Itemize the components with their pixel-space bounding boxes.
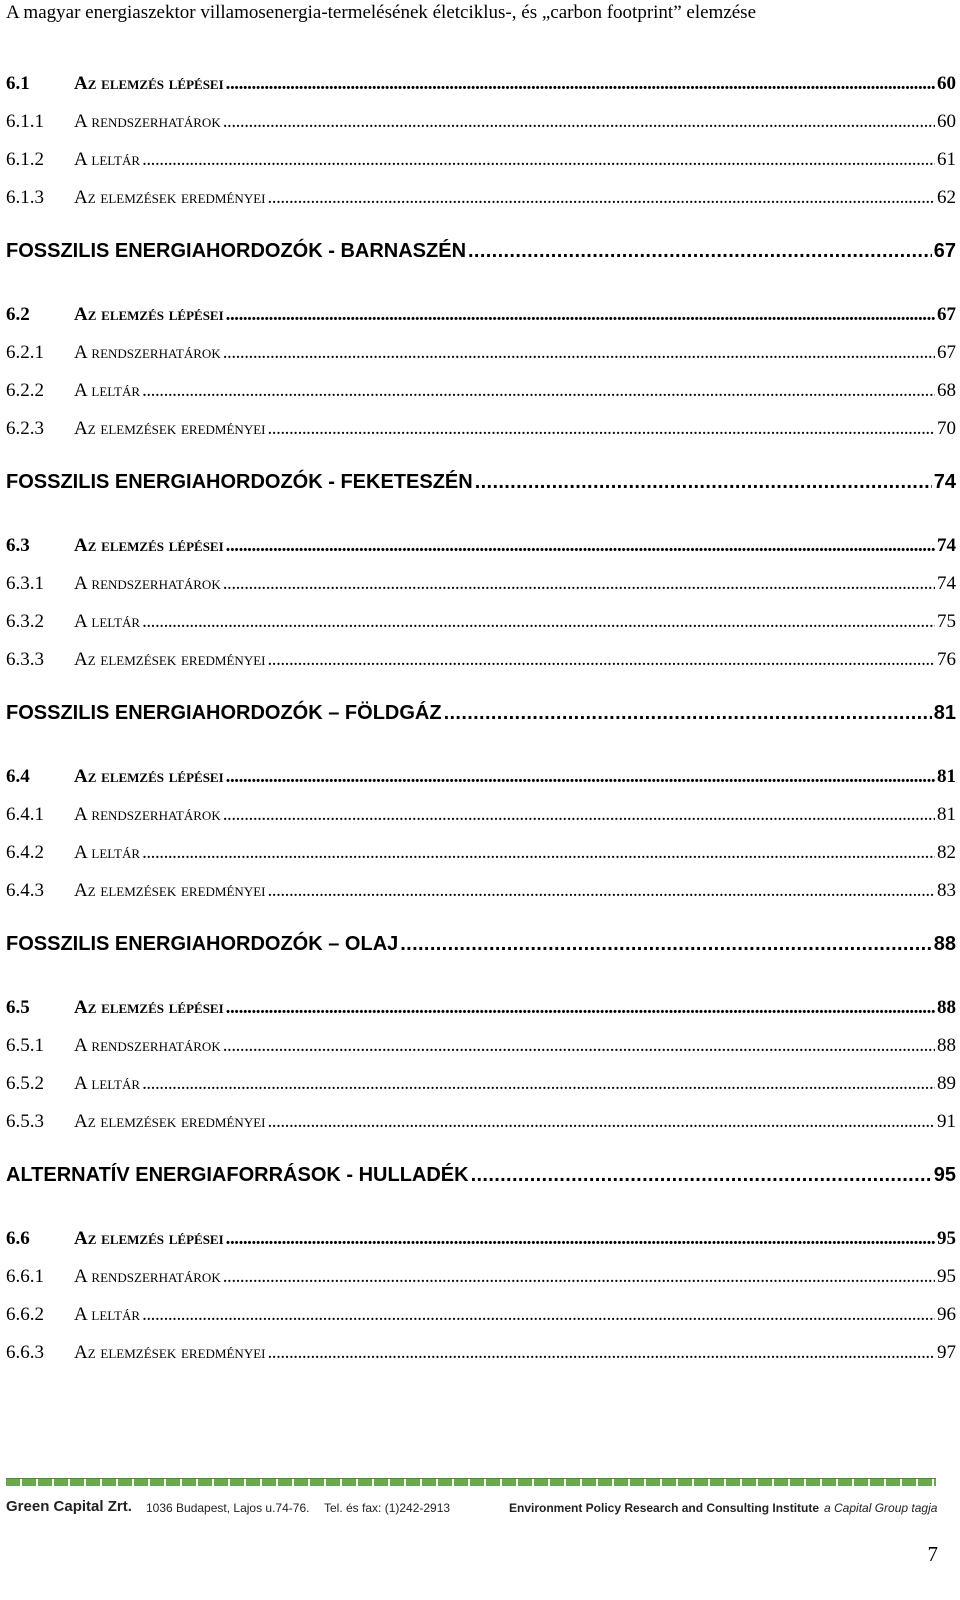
toc-entry-title: Az elemzések eredményei — [74, 649, 266, 670]
toc-entry-page: 88 — [937, 1035, 956, 1056]
toc-dot-leader — [223, 341, 935, 365]
toc-entry-chapter[interactable] — [6, 237, 956, 263]
toc-entry-title: A rendszerhatárok — [74, 573, 221, 594]
toc-entry-title: Az elemzések eredményei — [74, 1342, 266, 1363]
toc-entry-page: 88 — [937, 997, 956, 1018]
toc-entry-section[interactable] — [6, 763, 956, 789]
toc-entry-subsection[interactable] — [6, 877, 956, 903]
toc-entry-subsection[interactable] — [6, 377, 956, 403]
toc-entry-subsection[interactable] — [6, 108, 956, 134]
toc-entry-number: 6.4.2 — [6, 842, 44, 863]
toc-dot-leader — [226, 996, 935, 1020]
running-header: A magyar energiaszektor villamosenergia-termelésének életciklus-, és „carbon footprint” elemzése — [6, 2, 757, 23]
toc-entry-page: 81 — [937, 804, 956, 825]
toc-entry-title: Az elemzések eredményei — [74, 187, 266, 208]
toc-dot-leader — [142, 379, 935, 403]
toc-entry-title: A rendszerhatárok — [74, 111, 221, 132]
toc-entry-number: 6.3.1 — [6, 573, 44, 594]
toc-dot-leader — [400, 932, 931, 956]
toc-entry-number: 6.6.1 — [6, 1266, 44, 1287]
toc-entry-title: A rendszerhatárok — [74, 1035, 221, 1056]
toc-entry-number: 6.4 — [6, 766, 30, 787]
toc-entry-number: 6.6 — [6, 1228, 30, 1249]
toc-entry-page: 81 — [933, 702, 956, 724]
toc-entry-page: 74 — [937, 535, 956, 556]
toc-entry-number: 6.3 — [6, 535, 30, 556]
toc-entry-page: 70 — [937, 418, 956, 439]
toc-entry-title: Az elemzések eredményei — [74, 1111, 266, 1132]
toc-entry-title: ALTERNATÍV ENERGIAFORRÁSOK - HULLADÉK — [6, 1164, 469, 1186]
toc-entry-page: 74 — [937, 573, 956, 594]
toc-entry-title: Az elemzés lépései — [74, 535, 224, 556]
toc-dot-leader — [223, 572, 935, 596]
toc-entry-page: 89 — [937, 1073, 956, 1094]
toc-dot-leader — [226, 72, 935, 96]
toc-entry-subsection[interactable] — [6, 1339, 956, 1365]
toc-entry-subsection[interactable] — [6, 1070, 956, 1096]
toc-entry-section[interactable] — [6, 532, 956, 558]
toc-entry-title: Az elemzés lépései — [74, 1228, 224, 1249]
toc-entry-page: 74 — [933, 471, 956, 493]
toc-entry-subsection[interactable] — [6, 1301, 956, 1327]
toc-dot-leader — [223, 1034, 935, 1058]
toc-entry-number: 6.3.3 — [6, 649, 44, 670]
toc-entry-subsection[interactable] — [6, 1263, 956, 1289]
toc-entry-title: FOSSZILIS ENERGIAHORDOZÓK – FÖLDGÁZ — [6, 702, 442, 724]
toc-dot-leader — [142, 841, 935, 865]
toc-entry-title: FOSSZILIS ENERGIAHORDOZÓK - BARNASZÉN — [6, 240, 467, 262]
toc-entry-number: 6.5.3 — [6, 1111, 44, 1132]
toc-dot-leader — [267, 1341, 935, 1365]
footer-phone: Tel. és fax: (1)242-2913 — [324, 1501, 451, 1515]
toc-entry-title: A leltár — [74, 149, 141, 170]
toc-dot-leader — [226, 534, 935, 558]
toc-entry-title: FOSSZILIS ENERGIAHORDOZÓK – OLAJ — [6, 933, 399, 955]
footer-institute: Environment Policy Research and Consulting Institute — [509, 1501, 820, 1515]
toc-dot-leader — [223, 803, 935, 827]
toc-entry-title: A leltár — [74, 1304, 141, 1325]
toc-entry-page: 91 — [937, 1111, 956, 1132]
footer-company: Green Capital Zrt. — [6, 1498, 132, 1515]
toc-dot-leader — [468, 239, 932, 263]
toc-entry-page: 62 — [937, 187, 956, 208]
toc-entry-subsection[interactable] — [6, 146, 956, 172]
toc-entry-page: 95 — [933, 1164, 956, 1186]
toc-entry-page: 75 — [937, 611, 956, 632]
toc-entry-page: 95 — [937, 1266, 956, 1287]
toc-entry-title: A leltár — [74, 1073, 141, 1094]
toc-entry-page: 83 — [937, 880, 956, 901]
toc-entry-title: Az elemzések eredményei — [74, 418, 266, 439]
toc-entry-chapter[interactable] — [6, 699, 956, 725]
toc-entry-title: A leltár — [74, 611, 141, 632]
toc-entry-subsection[interactable] — [6, 839, 956, 865]
toc-entry-page: 88 — [933, 933, 956, 955]
toc-entry-title: A leltár — [74, 380, 141, 401]
page-number: 7 — [927, 1542, 938, 1566]
toc-entry-number: 6.2.2 — [6, 380, 44, 401]
toc-entry-chapter[interactable] — [6, 930, 956, 956]
toc-entry-number: 6.6.3 — [6, 1342, 44, 1363]
toc-dot-leader — [226, 303, 935, 327]
toc-dot-leader — [142, 1072, 935, 1096]
toc-entry-subsection[interactable] — [6, 570, 956, 596]
toc-entry-number: 6.4.1 — [6, 804, 44, 825]
toc-dot-leader — [267, 417, 935, 441]
toc-entry-section[interactable] — [6, 994, 956, 1020]
toc-entry-subsection[interactable] — [6, 1108, 956, 1134]
toc-entry-number: 6.5.1 — [6, 1035, 44, 1056]
toc-entry-number: 6.1 — [6, 73, 30, 94]
toc-entry-subsection[interactable] — [6, 646, 956, 672]
toc-entry-subsection[interactable] — [6, 1032, 956, 1058]
toc-entry-title: A rendszerhatárok — [74, 342, 221, 363]
toc-entry-page: 82 — [937, 842, 956, 863]
toc-entry-chapter[interactable] — [6, 1161, 956, 1187]
toc-entry-section[interactable] — [6, 1225, 956, 1251]
toc-entry-title: FOSSZILIS ENERGIAHORDOZÓK - FEKETESZÉN — [6, 471, 473, 493]
toc-entry-title: A rendszerhatárok — [74, 1266, 221, 1287]
toc-dot-leader — [471, 1163, 932, 1187]
toc-entry-page: 67 — [937, 304, 956, 325]
toc-entry-number: 6.2.3 — [6, 418, 44, 439]
toc-entry-subsection[interactable] — [6, 801, 956, 827]
toc-entry-subsection[interactable] — [6, 415, 956, 441]
toc-entry-number: 6.1.3 — [6, 187, 44, 208]
toc-entry-section[interactable] — [6, 301, 956, 327]
toc-entry-page: 95 — [937, 1228, 956, 1249]
footer-group: a Capital Group tagja — [824, 1501, 938, 1515]
toc-entry-page: 60 — [937, 73, 956, 94]
footer — [6, 1498, 936, 1520]
footer-address: 1036 Budapest, Lajos u.74-76. — [146, 1501, 310, 1515]
toc-dot-leader — [223, 110, 935, 134]
toc-dot-leader — [475, 470, 932, 494]
toc-entry-number: 6.5 — [6, 997, 30, 1018]
toc-entry-number: 6.6.2 — [6, 1304, 44, 1325]
toc-entry-page: 68 — [937, 380, 956, 401]
toc-dot-leader — [444, 701, 932, 725]
toc-dot-leader — [142, 1303, 935, 1327]
footer-divider — [6, 1478, 936, 1486]
toc-dot-leader — [223, 1265, 935, 1289]
toc-entry-title: Az elemzés lépései — [74, 304, 224, 325]
toc-entry-number: 6.2 — [6, 304, 30, 325]
toc-entry-page: 96 — [937, 1304, 956, 1325]
toc-entry-number: 6.5.2 — [6, 1073, 44, 1094]
toc-entry-page: 61 — [937, 149, 956, 170]
toc-dot-leader — [267, 186, 935, 210]
toc-entry-title: Az elemzések eredményei — [74, 880, 266, 901]
toc-entry-page: 67 — [937, 342, 956, 363]
toc-entry-number: 6.3.2 — [6, 611, 44, 632]
toc-dot-leader — [226, 765, 935, 789]
toc-entry-subsection[interactable] — [6, 184, 956, 210]
toc-entry-page: 97 — [937, 1342, 956, 1363]
toc-entry-subsection[interactable] — [6, 608, 956, 634]
toc-dot-leader — [142, 148, 935, 172]
toc-dot-leader — [226, 1227, 935, 1251]
toc-entry-title: A leltár — [74, 842, 141, 863]
toc-entry-title: Az elemzés lépései — [74, 73, 224, 94]
toc-dot-leader — [267, 648, 935, 672]
toc-entry-page: 67 — [933, 240, 956, 262]
toc-entry-title: Az elemzés lépései — [74, 766, 224, 787]
toc-entry-page: 76 — [937, 649, 956, 670]
toc-entry-number: 6.2.1 — [6, 342, 44, 363]
toc-entry-section[interactable] — [6, 70, 956, 96]
toc-dot-leader — [267, 1110, 935, 1134]
toc-entry-page: 81 — [937, 766, 956, 787]
toc-entry-page: 60 — [937, 111, 956, 132]
toc-entry-subsection[interactable] — [6, 339, 956, 365]
toc-entry-number: 6.4.3 — [6, 880, 44, 901]
toc-dot-leader — [267, 879, 935, 903]
toc-entry-number: 6.1.1 — [6, 111, 44, 132]
toc-entry-number: 6.1.2 — [6, 149, 44, 170]
toc-dot-leader — [142, 610, 935, 634]
toc-entry-title: A rendszerhatárok — [74, 804, 221, 825]
toc-entry-title: Az elemzés lépései — [74, 997, 224, 1018]
toc-entry-chapter[interactable] — [6, 468, 956, 494]
